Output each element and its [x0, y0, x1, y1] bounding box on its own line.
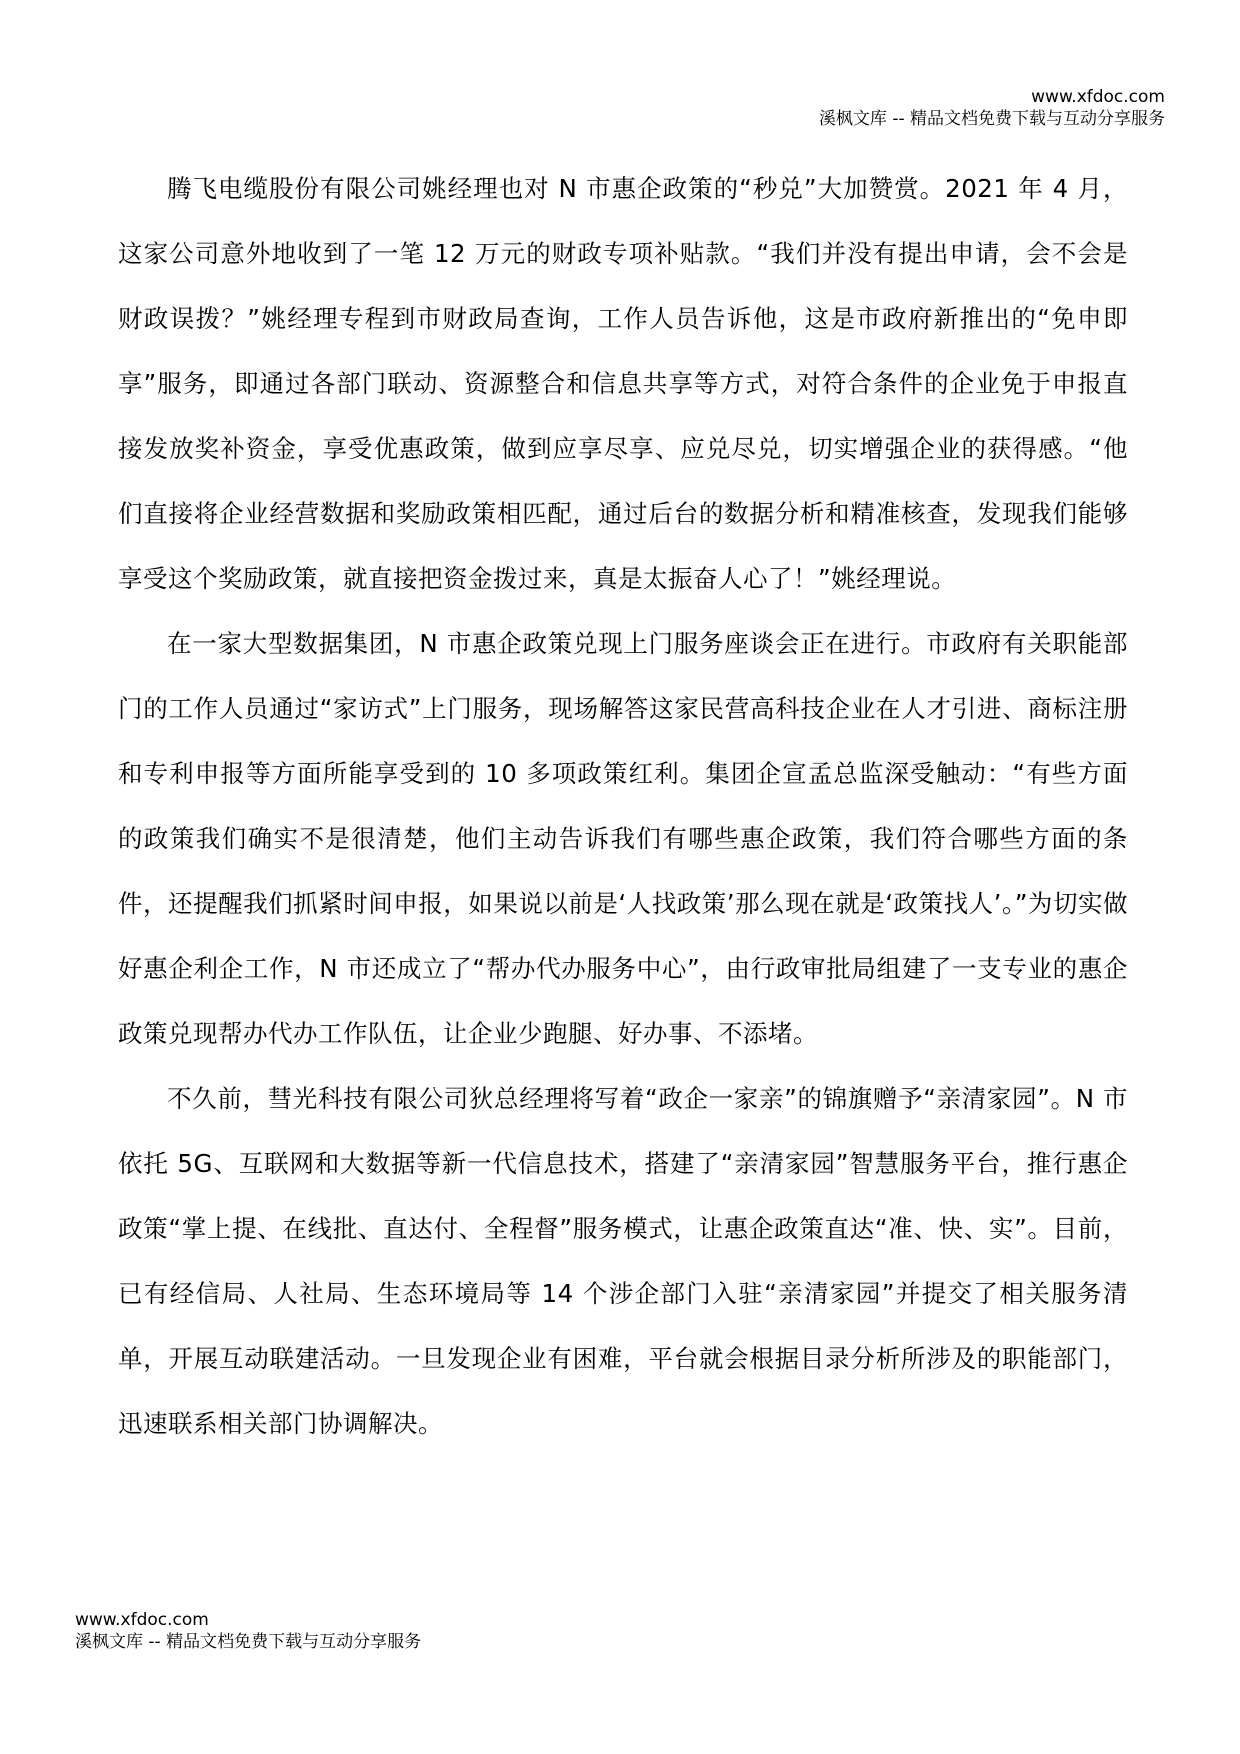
footer-url[interactable]: www.xfdoc.com: [75, 1610, 209, 1630]
footer-tagline: 溪枫文库 -- 精品文档免费下载与互动分享服务: [75, 1632, 422, 1652]
header-tagline: 溪枫文库 -- 精品文档免费下载与互动分享服务: [818, 109, 1165, 129]
page-header: [819, 86, 1165, 130]
paragraph: 不久前，彗光科技有限公司狄总经理将写着“政企一家亲”的锦旗赠予“亲清家园”。N 市依托 5G、互联网和大数据等新一代信息技术，搭建了“亲清家园”智慧服务平台，推行惠企政策“掌上提、在线批、直达付、全程督”服务模式，让惠企政策直达“准、快、实”。目前，已有经信局、人社局、生态环境局等 14 个涉企部门入驻“亲清家园”并提交了相关服务清单，开展互动联建活动。一旦发现企业有困难，平台就会根据目录分析所涉及的职能部门，迅速联系相关部门协调解决。: [118, 1084, 1128, 1438]
paragraph: 在一家大型数据集团，N 市惠企政策兑现上门服务座谈会正在进行。市政府有关职能部门的工作人员通过“家访式”上门服务，现场解答这家民营高科技企业在人才引进、商标注册和专利申报等方面所能享受到的 10 多项政策红利。集团企宣孟总监深受触动：“有些方面的政策我们确实不是很清楚，他们主动告诉我们有哪些惠企政策，我们符合哪些方面的条件，还提醒我们抓紧时间申报，如果说以前是‘人找政策’那么现在就是‘政策找人’。”为切实做好惠企利企工作，N 市还成立了“帮办代办服务中心”，由行政审批局组建了一支专业的惠企政策兑现帮办代办工作队伍，让企业少跑腿、好办事、不添堵。: [118, 629, 1128, 1048]
page-footer: [75, 1609, 421, 1653]
paragraph: 腾飞电缆股份有限公司姚经理也对 N 市惠企政策的“秒兑”大加赞赏。2021 年 4 月，这家公司意外地收到了一笔 12 万元的财政专项补贴款。“我们并没有提出申请，会不会是财政误拨？”姚经理专程到市财政局查询，工作人员告诉他，这是市政府新推出的“免申即享”服务，即通过各部门联动、资源整合和信息共享等方式，对符合条件的企业免于申报直接发放奖补资金，享受优惠政策，做到应享尽享、应兑尽兑，切实增强企业的获得感。“他们直接将企业经营数据和奖励政策相匹配，通过后台的数据分析和精准核查，发现我们能够享受这个奖励政策，就直接把资金拨过来，真是太振奋人心了！”姚经理说。: [118, 174, 1128, 593]
header-url[interactable]: www.xfdoc.com: [1031, 87, 1165, 107]
document-body: [118, 156, 1128, 1456]
